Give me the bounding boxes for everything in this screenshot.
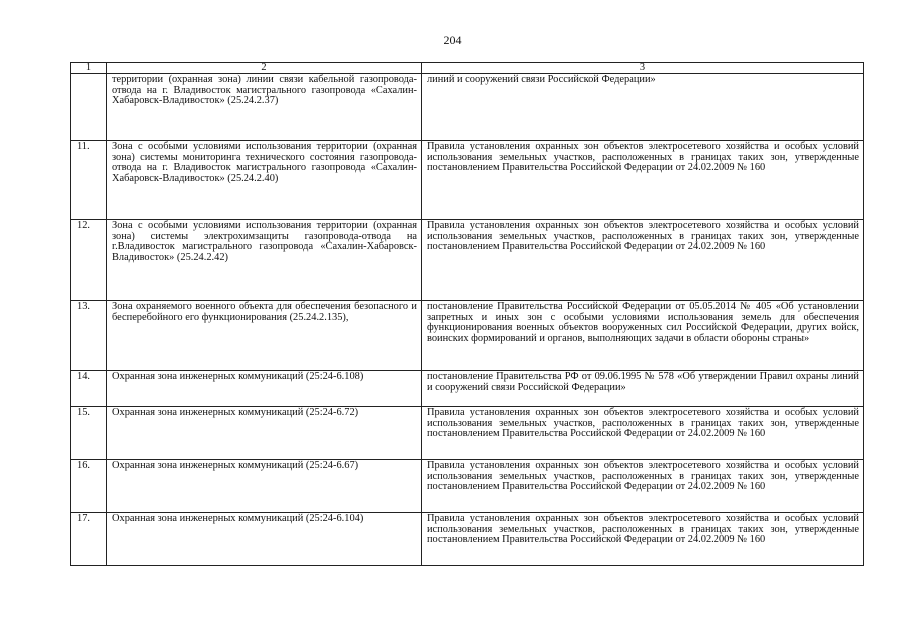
zone-name-cell: Зона с особыми условиями использования территории (охранная зона) системы мониторинга технического состояния газопровода-отвода на г. Владивосток магистрального газопровода «Сахалин-Хабаровск-Владивосток» (25.24.2.40) (107, 141, 422, 220)
legal-basis-cell: Правила установления охранных зон объектов электросетевого хозяйства и особых условий использования земельных участков, расположенных в границах таких зон, утвержденные постановлением Правительства Российской Федерации от 24.02.2009 № 160 (422, 220, 864, 301)
row-number: 14. (71, 371, 107, 407)
zone-name-cell: Зона охраняемого военного объекта для обеспечения безопасного и бесперебойного его функционирования (25.24.2.135), (107, 301, 422, 371)
legal-basis-cell: постановление Правительства Российской Федерации от 05.05.2014 № 405 «Об установлении запретных и иных зон с особыми условиями использования земель для обеспечения функционирования военных объектов вооруженных сил Российской Федерации, других войск, воинских формирований и органов, выполняющих задачи в области обороны страны» (422, 301, 864, 371)
table-row (71, 301, 864, 371)
table-row (71, 513, 864, 566)
zone-name-cell: Охранная зона инженерных коммуникаций (25:24-6.104) (107, 513, 422, 566)
legal-basis-cell: Правила установления охранных зон объектов электросетевого хозяйства и особых условий использования земельных участков, расположенных в границах таких зон, утвержденные постановлением Правительства Российской Федерации от 24.02.2009 № 160 (422, 141, 864, 220)
table-row (71, 371, 864, 407)
zones-table (70, 62, 864, 566)
column-header: 2 (107, 63, 422, 74)
column-header: 3 (422, 63, 864, 74)
row-number: 12. (71, 220, 107, 301)
row-number: 11. (71, 141, 107, 220)
legal-basis-cell: линий и сооружений связи Российской Федерации» (422, 74, 864, 141)
table-row (71, 460, 864, 513)
zone-name-cell: Охранная зона инженерных коммуникаций (25:24-6.72) (107, 407, 422, 460)
zone-name-cell: Охранная зона инженерных коммуникаций (25:24-6.108) (107, 371, 422, 407)
row-number: 13. (71, 301, 107, 371)
row-number: 15. (71, 407, 107, 460)
row-number (71, 74, 107, 141)
legal-basis-cell: постановление Правительства РФ от 09.06.1995 № 578 «Об утверждении Правил охраны линий и сооружений связи Российской Федерации» (422, 371, 864, 407)
row-number: 17. (71, 513, 107, 566)
column-header: 1 (71, 63, 107, 74)
table-row (71, 220, 864, 301)
zone-name-cell: Зона с особыми условиями использования территории (охранная зона) системы электрохимзащиты газопровода-отвода на г.Владивосток магистрального газопровода «Сахалин-Хабаровск-Владивосток» (25.24.2.42) (107, 220, 422, 301)
legal-basis-cell: Правила установления охранных зон объектов электросетевого хозяйства и особых условий использования земельных участков, расположенных в границах таких зон, утвержденные постановлением Правительства Российской Федерации от 24.02.2009 № 160 (422, 460, 864, 513)
legal-basis-cell: Правила установления охранных зон объектов электросетевого хозяйства и особых условий использования земельных участков, расположенных в границах таких зон, утвержденные постановлением Правительства Российской Федерации от 24.02.2009 № 160 (422, 407, 864, 460)
table-row (71, 74, 864, 141)
table-row (71, 407, 864, 460)
zone-name-cell: Охранная зона инженерных коммуникаций (25:24-6.67) (107, 460, 422, 513)
table-header-row (71, 63, 864, 74)
legal-basis-cell: Правила установления охранных зон объектов электросетевого хозяйства и особых условий использования земельных участков, расположенных в границах таких зон, утвержденные постановлением Правительства Российской Федерации от 24.02.2009 № 160 (422, 513, 864, 566)
page-number: 204 (443, 33, 462, 47)
zone-name-cell: территории (охранная зона) линии связи кабельной газопровода-отвода на г. Владивосток магистрального газопровода «Сахалин-Хабаровск-Владивосток» (25.24.2.37) (107, 74, 422, 141)
row-number: 16. (71, 460, 107, 513)
table-row (71, 141, 864, 220)
